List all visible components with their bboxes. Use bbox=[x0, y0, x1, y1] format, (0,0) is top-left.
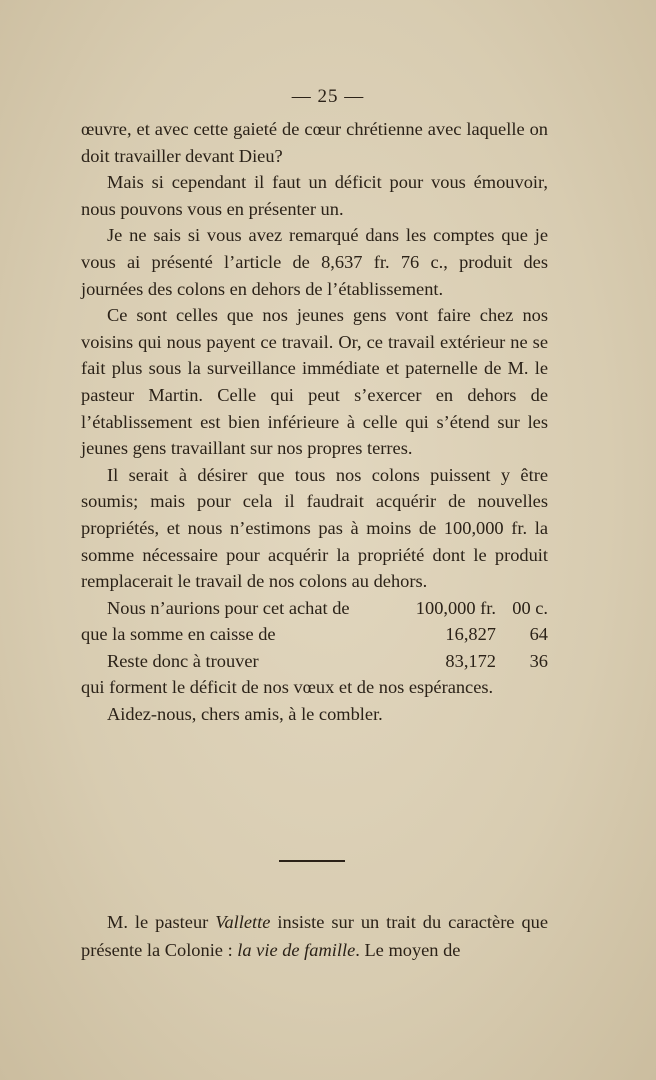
calculation-label: Reste donc à trouver bbox=[107, 650, 259, 671]
calculation-label: que la somme en caisse de bbox=[81, 624, 276, 645]
calculation-row bbox=[81, 595, 548, 622]
calculation-amount: 100,000 fr. bbox=[415, 597, 496, 618]
paragraph-after-calculation: qui forment le déficit de nos vœux et de nos espérances. bbox=[81, 677, 494, 698]
paragraph: Ce sont celles que nos jeunes gens vont faire chez nos voisins qui nous payent ce travail. Or, ce travail extérieur ne se fait plus sous la surveillance immédiate et paternelle de M. le pasteur Martin. Celle qui peut s’exercer en dehors de l’établissement est bien inférieure à celle qui s’étend sur les jeunes gens travaillant sur nos propres terres. bbox=[81, 305, 548, 459]
paragraph bbox=[81, 908, 548, 964]
calculation-row bbox=[81, 621, 548, 648]
closing-line: Aidez-nous, chers amis, à le combler. bbox=[107, 704, 383, 725]
section-divider bbox=[279, 860, 345, 862]
paragraph-continuation: œuvre, et avec cette gaieté de cœur chrétienne avec laquelle on doit travailler devant Dieu? bbox=[81, 119, 548, 166]
text-span: M. le pasteur bbox=[107, 912, 216, 932]
emphasis-text: la vie de famille bbox=[237, 940, 356, 960]
paragraph: Je ne sais si vous avez remarqué dans les comptes que je vous ai présenté l’article de 8,637 fr. 76 c., produit des journées des colons en dehors de l’établissement. bbox=[81, 225, 548, 299]
calculation-row bbox=[81, 648, 548, 675]
calculation-cents: 00 c. bbox=[512, 597, 548, 618]
calculation-label: Nous n’aurions pour cet achat de bbox=[107, 597, 350, 618]
calculation-cents: 36 bbox=[529, 650, 548, 671]
main-text bbox=[81, 116, 548, 728]
next-section bbox=[81, 908, 548, 964]
paragraph: Il serait à désirer que tous nos colons puissent y être soumis; mais pour cela il faudrait acquérir de nouvelles propriétés, et nous n’estimons pas à moins de 100,000 fr. la somme nécessaire pour acquérir la propriété dont le produit remplacerait le travail de nos colons au dehors. bbox=[81, 464, 548, 592]
calculation-amount: 16,827 bbox=[445, 624, 496, 645]
page-number: — 25 — bbox=[291, 86, 365, 107]
text-span: . Le moyen de bbox=[355, 940, 461, 960]
text-span: insiste sur un trait du caractère que présente la Colonie : bbox=[81, 912, 549, 960]
calculation-table bbox=[81, 595, 548, 675]
person-name: Vallette bbox=[215, 912, 271, 932]
calculation-amount: 83,172 bbox=[445, 650, 496, 671]
paragraph: Mais si cependant il faut un déficit pour vous émouvoir, nous pouvons vous en présenter un. bbox=[81, 172, 548, 219]
calculation-cents: 64 bbox=[529, 624, 548, 645]
